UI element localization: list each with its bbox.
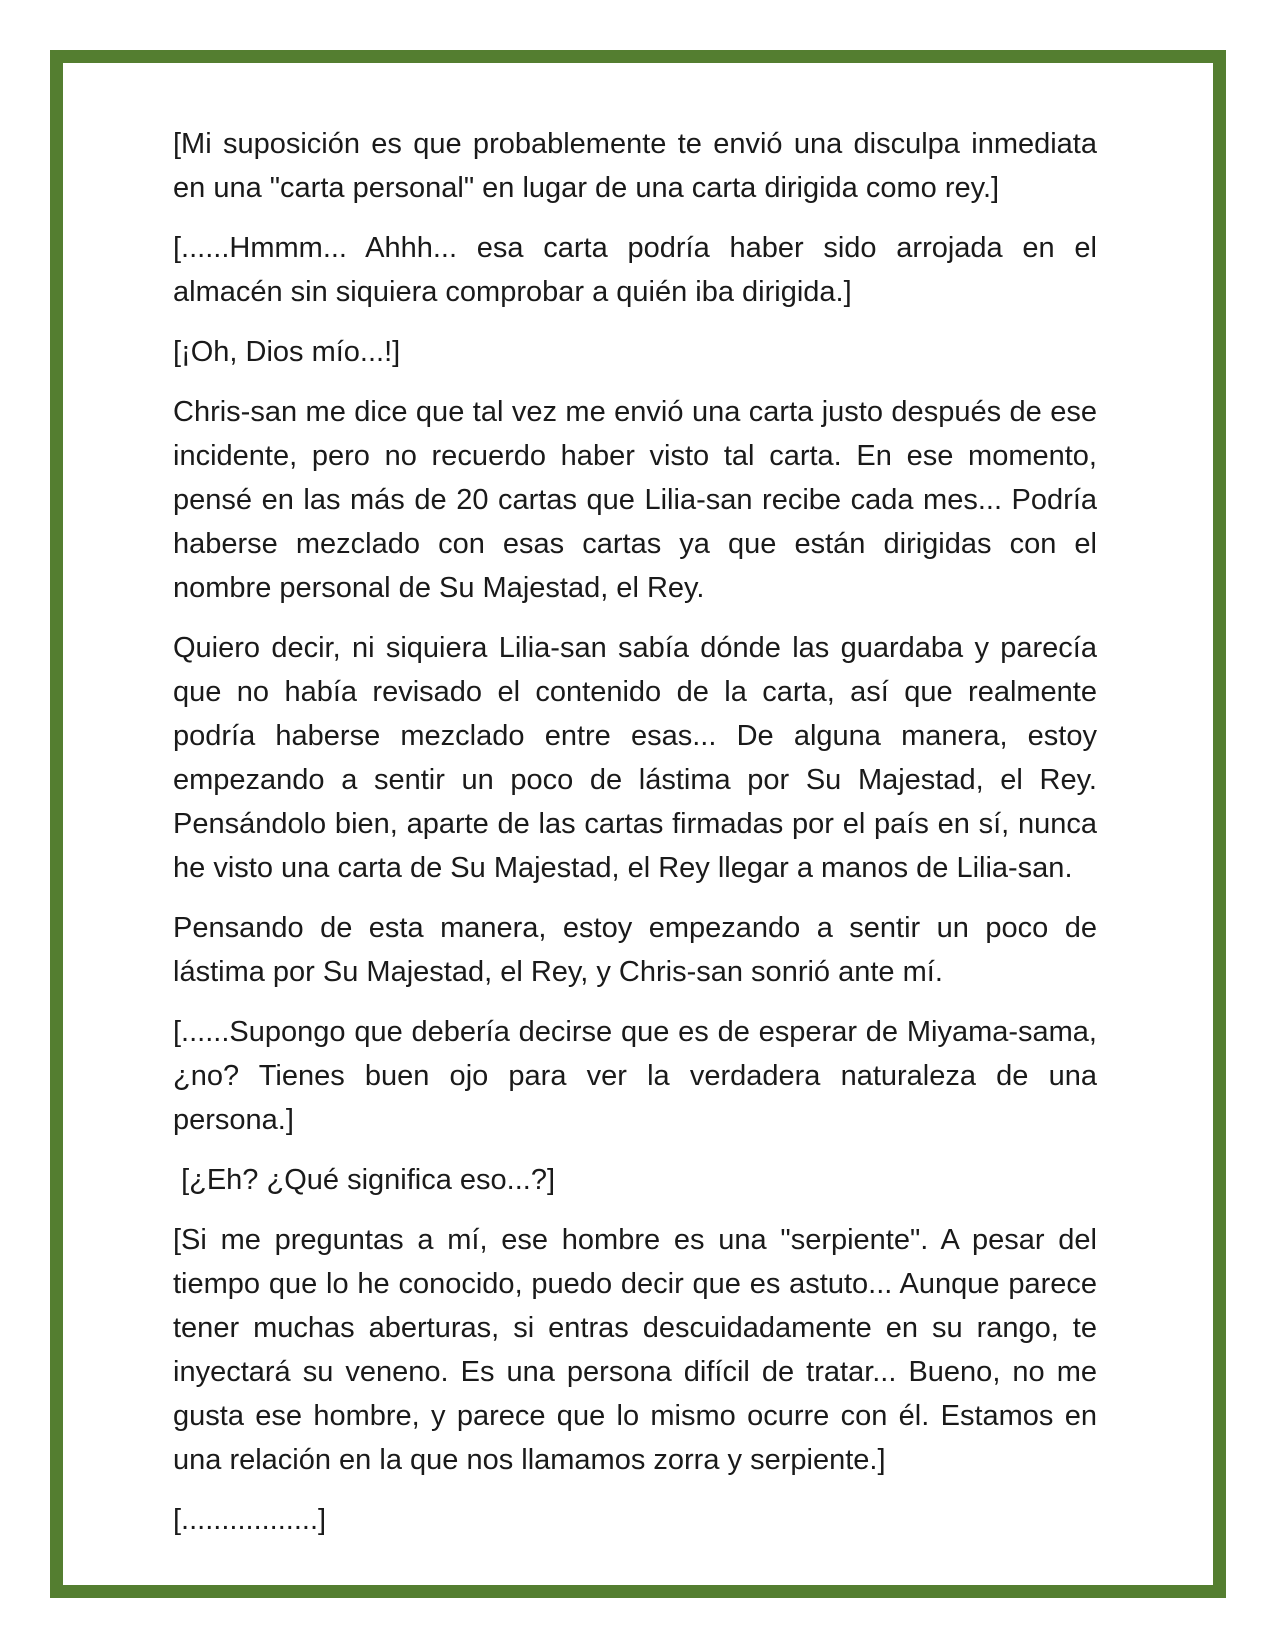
dialogue-paragraph: [.................] — [173, 1504, 327, 1536]
dialogue-paragraph: [¿Eh? ¿Qué significa eso...?] — [173, 1164, 556, 1196]
dialogue-paragraph: [Mi suposición es que probablemente te envió una disculpa inmediata en una "carta personal" en lugar de una carta dirigida como rey.] — [173, 128, 1106, 204]
narration-paragraph: Pensando de esta manera, estoy empezando a sentir un poco de lástima por Su Majestad, el Rey, y Chris-san sonrió ante mí. — [173, 912, 1106, 988]
narration-paragraph: Chris-san me dice que tal vez me envió una carta justo después de ese incidente, pero no recuerdo haber visto tal carta. En ese momento, pensé en las más de 20 cartas que Lilia-san recibe cada mes... Podría haberse mezclado con esas cartas ya que están dirigidas con el nombre personal de Su Majestad, el Rey. — [173, 396, 1106, 604]
narration-paragraph: Quiero decir, ni siquiera Lilia-san sabía dónde las guardaba y parecía que no había revisado el contenido de la carta, así que realmente podría haberse mezclado entre esas... De alguna manera, estoy empezando a sentir un poco de lástima por Su Majestad, el Rey. Pensándolo bien, aparte de las cartas firmadas por el país en sí, nunca he visto una carta de Su Majestad, el Rey llegar a manos de Lilia-san. — [173, 632, 1106, 884]
dialogue-paragraph: [......Supongo que debería decirse que es de esperar de Miyama-sama, ¿no? Tienes buen ojo para ver la verdadera naturaleza de una persona.] — [173, 1016, 1106, 1136]
dialogue-paragraph: [Si me preguntas a mí, ese hombre es una "serpiente". A pesar del tiempo que lo he conocido, puedo decir que es astuto... Aunque parece tener muchas aberturas, si entras descuidadamente en su rango, te inyectará su veneno. Es una persona difícil de tratar... Bueno, no me gusta ese hombre, y parece que lo mismo ocurre con él. Estamos en una relación en la que nos llamamos zorra y serpiente.] — [173, 1224, 1106, 1476]
dialogue-paragraph: [......Hmmm... Ahhh... esa carta podría haber sido arrojada en el almacén sin siquiera comprobar a quién iba dirigida.] — [173, 232, 1106, 308]
dialogue-paragraph: [¡Oh, Dios mío...!] — [173, 336, 401, 368]
document-text-block — [173, 122, 1106, 1558]
